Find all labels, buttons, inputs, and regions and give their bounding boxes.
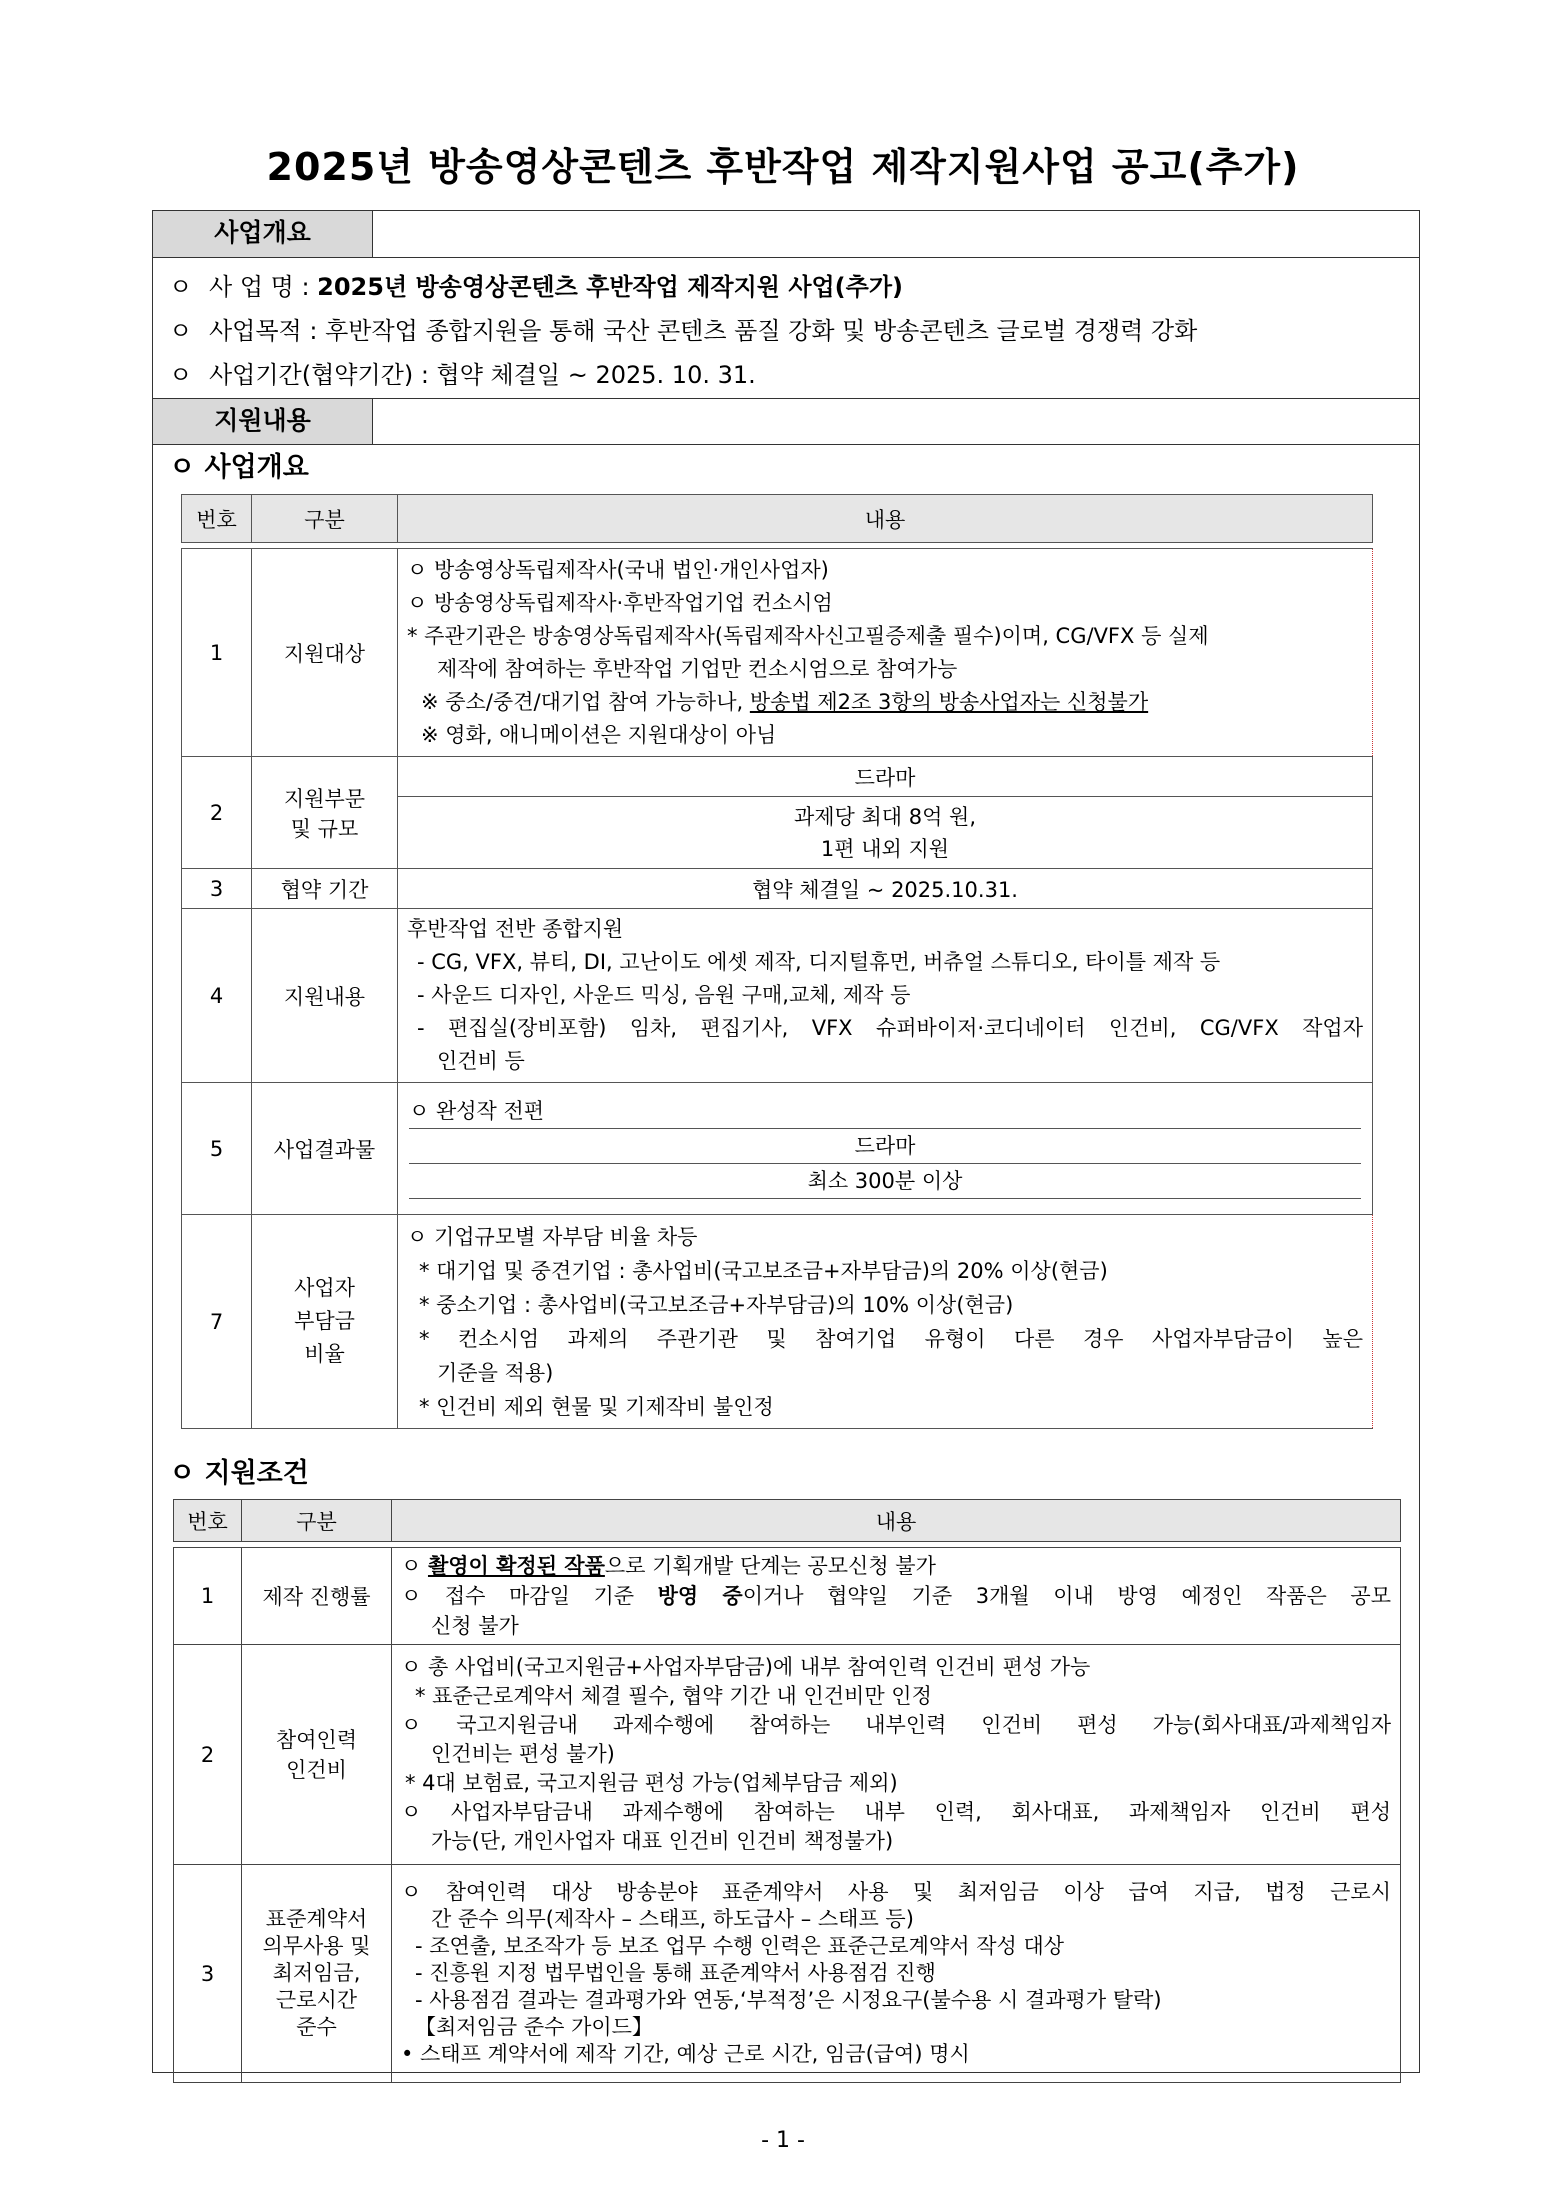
table-row bbox=[174, 1645, 1401, 1865]
row-content-genre: 드라마 bbox=[398, 757, 1373, 797]
overview-line-period: ㅇ 사업기간(협약기간) : 협약 체결일 ~ 2025. 10. 31. bbox=[169, 361, 756, 389]
subsection-title-overview: ㅇ 사업개요 bbox=[169, 452, 309, 483]
row-category: 참여인력 인건비 bbox=[242, 1645, 392, 1865]
row-content: ㅇ 방송영상독립제작사(국내 법인·개인사업자) ㅇ 방송영상독립제작사·후반작업기업 컨소시엄 * 주관기관은 방송영상독립제작사(독립제작사신고필증제출 필수)이며, CG/VFX 등 실제 제작에 참여하는 후반작업 기업만 컨소시엄으로 참여가능 ※ 중소/중견/대기업 참여 가능하나, 방송법 제2조 3항의 방송사업자는 신청불가 ※ 영화, 애니메이션은 지원대상이 아님 bbox=[398, 549, 1373, 757]
row-content: ㅇ 참여인력 대상 방송분야 표준계약서 사용 및 최저임금 이상 급여 지급, 법정 근로시 간 준수 의무(제작사 – 스태프, 하도급사 – 스태프 등) - 조연출, 보조작가 등 보조 업무 수행 인력은 표준근로계약서 작성 대상 - 진흥원 지정 법무법인을 통해 표준계약서 사용점검 진행 - 사용점검 결과는 결과평가와 연동,‘부적정’은 시정요구(불수용 시 결과평가 탈락) 【최저임금 준수 가이드】 • 스태프 계약서에 제작 기간, 예상 근로 시간, 임금(급여) 명시 bbox=[392, 1865, 1401, 2083]
table-row bbox=[174, 1865, 1401, 2083]
table-row bbox=[182, 869, 1373, 909]
overview-line-purpose: ㅇ 사업목적 : 후반작업 종합지원을 통해 국산 콘텐츠 품질 강화 및 방송콘텐츠 글로벌 경쟁력 강화 bbox=[169, 317, 1198, 345]
table-row bbox=[182, 549, 1373, 757]
row-category: 지원대상 bbox=[252, 549, 398, 757]
row-number: 4 bbox=[182, 909, 252, 1083]
row-category: 협약 기간 bbox=[252, 869, 398, 909]
header-category: 구분 bbox=[242, 1500, 392, 1542]
row-category: 표준계약서 의무사용 및 최저임금, 근로시간 준수 bbox=[242, 1865, 392, 2083]
row-number: 3 bbox=[174, 1865, 242, 2083]
row-category: 사업자 부담금 비율 bbox=[252, 1215, 398, 1429]
table-row bbox=[174, 1548, 1401, 1645]
row-number: 1 bbox=[174, 1548, 242, 1645]
subsection-title-conditions: ㅇ 지원조건 bbox=[169, 1458, 309, 1489]
table-header-row bbox=[174, 1500, 1401, 1542]
row-content: 협약 체결일 ~ 2025.10.31. bbox=[398, 869, 1373, 909]
header-number: 번호 bbox=[182, 495, 252, 543]
support-overview-table bbox=[181, 494, 1373, 1429]
row-number: 7 bbox=[182, 1215, 252, 1429]
notice-box bbox=[152, 210, 1420, 2073]
row-content: 후반작업 전반 종합지원 - CG, VFX, 뷰티, DI, 고난이도 에셋 제작, 디지털휴먼, 버츄얼 스튜디오, 타이틀 제작 등 - 사운드 디자인, 사운드 믹싱, 음원 구매,교체, 제작 등 - 편집실(장비포함) 임차, 편집기사, VFX 슈퍼바이저·코디네이터 인건비, CG/VFX 작업자 인건비 등 bbox=[398, 909, 1373, 1083]
row-category: 지원부문 및 규모 bbox=[252, 757, 398, 869]
table-row bbox=[182, 909, 1373, 1083]
row-number: 2 bbox=[174, 1645, 242, 1865]
table-row bbox=[182, 757, 1373, 797]
table-row bbox=[182, 1083, 1373, 1215]
row-content: ㅇ 총 사업비(국고지원금+사업자부담금)에 내부 참여인력 인건비 편성 가능 * 표준근로계약서 체결 필수, 협약 기간 내 인건비만 인정 ㅇ 국고지원금내 과제수행에 참여하는 내부인력 인건비 편성 가능(회사대표/과제책임자 인건비는 편성 불가) * 4대 보험료, 국고지원금 편성 가능(업체부담금 제외) ㅇ 사업자부담금내 과제수행에 참여하는 내부 인력, 회사대표, 과제책임자 인건비 편성 가능(단, 개인사업자 대표 인건비 인건비 책정불가) bbox=[392, 1645, 1401, 1865]
header-content: 내용 bbox=[392, 1500, 1401, 1542]
row-number: 1 bbox=[182, 549, 252, 757]
row-number: 5 bbox=[182, 1083, 252, 1215]
row-number: 2 bbox=[182, 757, 252, 869]
section-header-support bbox=[153, 398, 1419, 445]
section-header-overview bbox=[153, 211, 1419, 258]
section-label: 사업개요 bbox=[153, 211, 373, 257]
table-row bbox=[182, 1215, 1373, 1429]
row-content: ㅇ 기업규모별 자부담 비율 차등 * 대기업 및 중견기업 : 총사업비(국고보조금+자부담금)의 20% 이상(현금) * 중소기업 : 총사업비(국고보조금+자부담금)의 10% 이상(현금) * 컨소시엄 과제의 주관기관 및 참여기업 유형이 다른 경우 사업자부담금이 높은 기준을 적용) * 인건비 제외 현물 및 기제작비 불인정 bbox=[398, 1215, 1373, 1429]
header-number: 번호 bbox=[174, 1500, 242, 1542]
document-title: 2025년 방송영상콘텐츠 후반작업 제작지원사업 공고(추가) bbox=[266, 145, 1300, 189]
row-content: ㅇ 완성작 전편 드라마 최소 300분 이상 bbox=[398, 1083, 1373, 1215]
row-category: 사업결과물 bbox=[252, 1083, 398, 1215]
row-category: 지원내용 bbox=[252, 909, 398, 1083]
overview-line-name: ㅇ 사 업 명 : 2025년 방송영상콘텐츠 후반작업 제작지원 사업(추가) bbox=[169, 273, 903, 301]
section-label: 지원내용 bbox=[153, 399, 373, 444]
row-content-scale: 과제당 최대 8억 원, 1편 내외 지원 bbox=[398, 797, 1373, 869]
header-category: 구분 bbox=[252, 495, 398, 543]
table-header-row bbox=[182, 495, 1373, 543]
support-conditions-table bbox=[173, 1499, 1401, 2083]
header-content: 내용 bbox=[398, 495, 1373, 543]
row-content: ㅇ 촬영이 확정된 작품으로 기획개발 단계는 공모신청 불가 ㅇ 접수 마감일 기준 방영 중이거나 협약일 기준 3개월 이내 방영 예정인 작품은 공모 신청 불가 bbox=[392, 1548, 1401, 1645]
row-category: 제작 진행률 bbox=[242, 1548, 392, 1645]
page-number: - 1 - bbox=[761, 2128, 805, 2153]
row-number: 3 bbox=[182, 869, 252, 909]
